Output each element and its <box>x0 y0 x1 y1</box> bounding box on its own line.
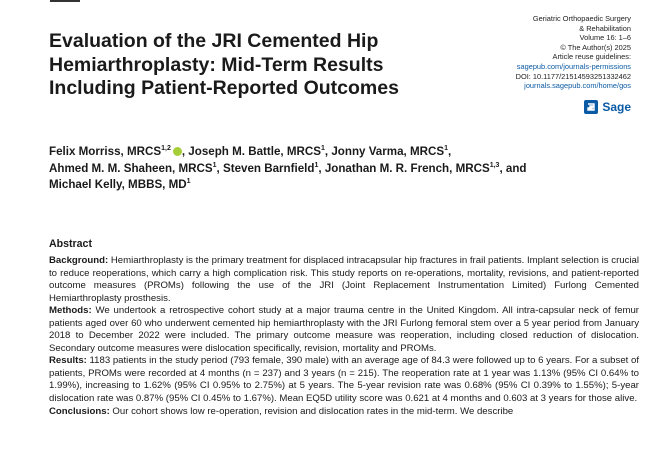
publisher-name: Sage <box>602 100 631 114</box>
affiliation-sup: 1 <box>321 145 325 152</box>
abstract-heading: Abstract <box>49 238 92 250</box>
journal-volume: Volume 16: 1–6 <box>579 33 631 43</box>
author-separator: , and <box>499 161 527 175</box>
title-line-2: Hemiarthroplasty: Mid-Term Results <box>49 53 384 76</box>
orcid-icon[interactable] <box>173 147 182 156</box>
author-line-1 <box>49 144 639 161</box>
abstract-results <box>49 355 639 405</box>
affiliation-sup: 1 <box>444 145 449 152</box>
background-label: Background: <box>49 255 109 266</box>
journal-meta <box>431 14 631 91</box>
abstract-background <box>49 255 639 305</box>
conclusions-text: Our cohort shows low re-operation, revision and dislocation rates in the mid-term. We describe <box>109 405 514 417</box>
sage-logo-icon <box>584 100 598 114</box>
journal-name-line-2: & Rehabilitation <box>579 23 631 33</box>
page-top-edge <box>0 0 664 6</box>
results-text: 1183 patients in the study period (793 female, 390 male) with an average age of 84.3 were followed up to 6 years. For a subset of patients, PROMs were recorded at 4 months (n = 237) and 3 years (n = 215). The reoperation rate at 1 year was 1.13% (95% CI 0.64% to 1.99%), increasing to 1.62% (95% CI 0.95% to 2.75%) at 5 years. The 5-year revision rate was 0.68% (95% CI 0.39% to 1.55%); 5-year dislocation rate was 0.87% (95% CI 0.45% to 1.67%). Mean EQ5D utility score was 0.621 at 4 months and 0.603 at 3 years for those alive. <box>49 355 639 405</box>
background-text: Hemiarthroplasty is the primary treatment for displaced intracapsular hip fractures in frail patients. Implant selection is crucial to reduce reoperations, which carry a high complication risk. This study reports on re-operations, mortality, revisions, and patient-reported outcome measures (PROMs) following the use of the JRI (Joint Replacement Instrumentation Limited) Furlong Cemented Hemiarthroplasty prosthesis. <box>49 255 639 304</box>
abstract <box>49 238 639 418</box>
author-name: , Joseph M. Battle, MRCS <box>181 145 321 158</box>
journal-name-line-1: Geriatric Orthopaedic Surgery <box>532 14 631 23</box>
author-list <box>49 144 639 194</box>
doi[interactable]: DOI: 10.1177/21514593251332462 <box>515 71 631 81</box>
affiliation-sup: 1,2 <box>161 145 171 152</box>
title-line-1: Evaluation of the JRI Cemented Hip <box>49 30 379 52</box>
reuse-label: Article reuse guidelines: <box>552 52 631 62</box>
author-name: , Jonathan M. R. French, MRCS <box>318 161 490 175</box>
reuse-link[interactable]: sagepub.com/journals-permissions <box>516 61 631 71</box>
abstract-conclusions <box>49 406 639 419</box>
affiliation-sup: 1,3 <box>489 161 500 169</box>
conclusions-label: Conclusions: <box>49 405 110 417</box>
author-name: Ahmed M. M. Shaheen, MRCS <box>49 161 213 175</box>
results-label: Results: <box>49 355 87 367</box>
author-separator: , <box>448 145 452 158</box>
publisher-logo <box>584 100 631 114</box>
author-name: , Steven Barnfield <box>216 161 315 175</box>
author-name: , Jonny Varma, MRCS <box>324 145 445 158</box>
title-line-3: Including Patient-Reported Outcomes <box>49 77 399 99</box>
author-name: Felix Morriss, MRCS <box>49 145 162 158</box>
methods-label: Methods: <box>49 305 92 317</box>
journal-copyright: © The Author(s) 2025 <box>560 42 631 52</box>
article-title <box>49 30 469 101</box>
affiliation-sup: 1 <box>212 161 217 169</box>
affiliation-sup: 1 <box>314 161 319 169</box>
methods-text: We undertook a retrospective cohort study at a major trauma centre in the United Kingdom. All intra-capsular neck of femur patients aged over 60 who underwent cemented hip hemiarthroplasty with the JRI Furlong femoral stem over a 5 year period from January 2018 to December 2022 were included. The primary outcome measure was reoperation, including closed reduction of dislocation. Secondary outcome measures were dislocation specifically, revision, mortality and PROMs. <box>49 305 639 354</box>
author-line-3 <box>49 177 639 194</box>
journal-link[interactable]: journals.sagepub.com/home/gos <box>524 81 631 91</box>
abstract-methods <box>49 305 639 355</box>
author-line-2 <box>49 161 639 178</box>
header-rule <box>50 0 80 2</box>
author-name: Michael Kelly, MBBS, MD <box>49 178 187 191</box>
affiliation-sup: 1 <box>186 178 191 185</box>
